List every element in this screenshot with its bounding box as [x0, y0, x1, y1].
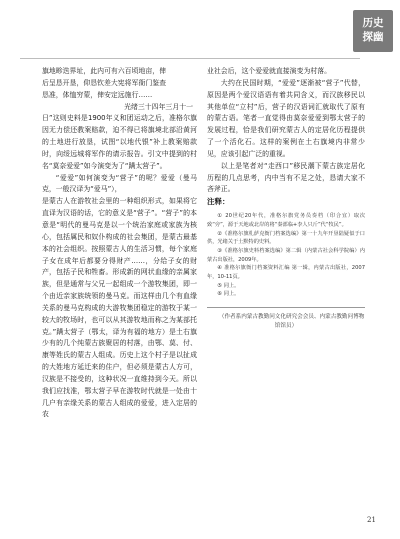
page-number: 21 — [367, 516, 376, 524]
notes-divider — [207, 307, 365, 308]
body-paragraph: 日”这则史料是1900年义和团运动之后，准格尔旗因无力偿还教案赔款，迫不得已将旗境北部沿黄河的土地进行放垦，试图“以地代银”补上教案赔款时，向绥远城将军作的请示报告。引文中提到的村名“莫奈爱爱”如今演变为了“蹒太营子”。 — [42, 114, 197, 170]
body-paragraph: 业社会后，这个爱爱就直接演变为村落。 — [207, 67, 332, 75]
body-paragraph: 以上是笔者对“走西口”移民潮下蒙古族定居化历程的几点思考，内中当有不足之处，恳请大家不吝斧正。 — [207, 161, 365, 194]
header-rule — [20, 58, 360, 59]
quote-line: 恳准，体恤穷蒙，俾安定远施行…… — [42, 90, 153, 99]
quote-line: 旗地畛迭界址，此内可有六百顷地亩，俾 — [42, 67, 167, 75]
author-note: （作者系内蒙古教勤问文化研究会会员、内蒙古教勤问博物馆馆员） — [218, 314, 365, 330]
left-column — [42, 66, 197, 511]
section-tab-line1: 历史 — [362, 17, 384, 29]
note-item: ⑥ 同上。 — [217, 291, 240, 298]
page-header — [0, 0, 400, 62]
section-tab-line2: 探幽 — [362, 31, 384, 43]
archival-quote — [42, 66, 197, 113]
note-item: ②《准格尔旗札萨克衙门档案选编》第一十九年开垦陆疑似于口供，光绪关于土默特的史料。 — [207, 230, 365, 246]
body-paragraph: 是蒙古人在游牧社会里的一种组织形式，如果将它直译为汉语的话，它的意义是“营子”。“营子”的本意是“明代的曼马克是以一个统治家庭或家族为核心，包括属民和奴仆构成的社会集团，是蒙古最基本的社会组织。按照蒙古人的生活习惯，每个家庭子女在成年后都要分得财产……，分给子女的财产，包括子民和牲畜。形成新的网状血缘的亲属家族，但是通常与父兄一起组成一个游牧集团，即一个由近亲家族统领的曼马克。而这样由几个有血缘关系的曼马克构成的大游牧集团稳定的游牧于某一较大的牧场时，也可以从其游牧地而称之为某部托克。”蹒太营子（鄂太，译为有福的地方）是土右旗少有的几个纯蒙古族聚居的村落，由鄂、莫、付、康等姓氏的蒙古人组成。历史上这个村子是以扯成的大姓地方延迁来的住户，但必须是蒙古人方可，汉族是不接受的，这种状况一直维持到今天。所以我们应找准，鄂太营子早在游牧时代就是一处由十几户有亲缘关系的蒙古人组成的爱爱，进入定居的农 — [42, 197, 197, 419]
note-item: ③《准格尔旗史料档案选编》第二辑（内蒙古社会科学院编）内蒙古出版社，2009年。 — [207, 247, 365, 263]
notes-title: 注释： — [207, 197, 230, 207]
right-column — [207, 66, 365, 516]
note-item: ④ 准格尔旗衙门档案资料汇编 第一辑，内蒙古出版社，2007年，10-11页。 — [207, 265, 365, 281]
section-tab — [353, 10, 393, 52]
notes-list — [207, 212, 365, 299]
body-paragraph: 大约在民国时期，“爱爱”逐渐被“营子”代替，原因是两个爱汉语语有着共同含义，而汉族移民以其他单位“立村”后，营子的汉语词汇就取代了原有的蒙古语。笔者一直觉得由莫奈爱爱到鄂太营子的发展过程，恰是我们研究蒙古人的定居化历程提供了一个活化石。这样的案例在土右旗境内非常少见，应该引起广泛的重视。 — [207, 78, 365, 158]
note-item: ① 20世纪20年代，准格尔旗党务员奏档（印合宜）取次致“旁”，源于天地或北岸的将“秦部临+李人只斤”代“牧民”。 — [207, 213, 365, 228]
quote-line: 后呈恳开垦，仰恳钦差大宪将军衙门鉴查 — [42, 78, 167, 87]
quote-signature: 光绪三十四年三月十一 — [124, 102, 193, 111]
note-item: ⑤ 同上。 — [217, 282, 240, 289]
body-paragraph: “爱爱”如何演变为“营子”的呢？爱爱（曼马克，一般汉译为“爱马”）， — [42, 173, 197, 194]
